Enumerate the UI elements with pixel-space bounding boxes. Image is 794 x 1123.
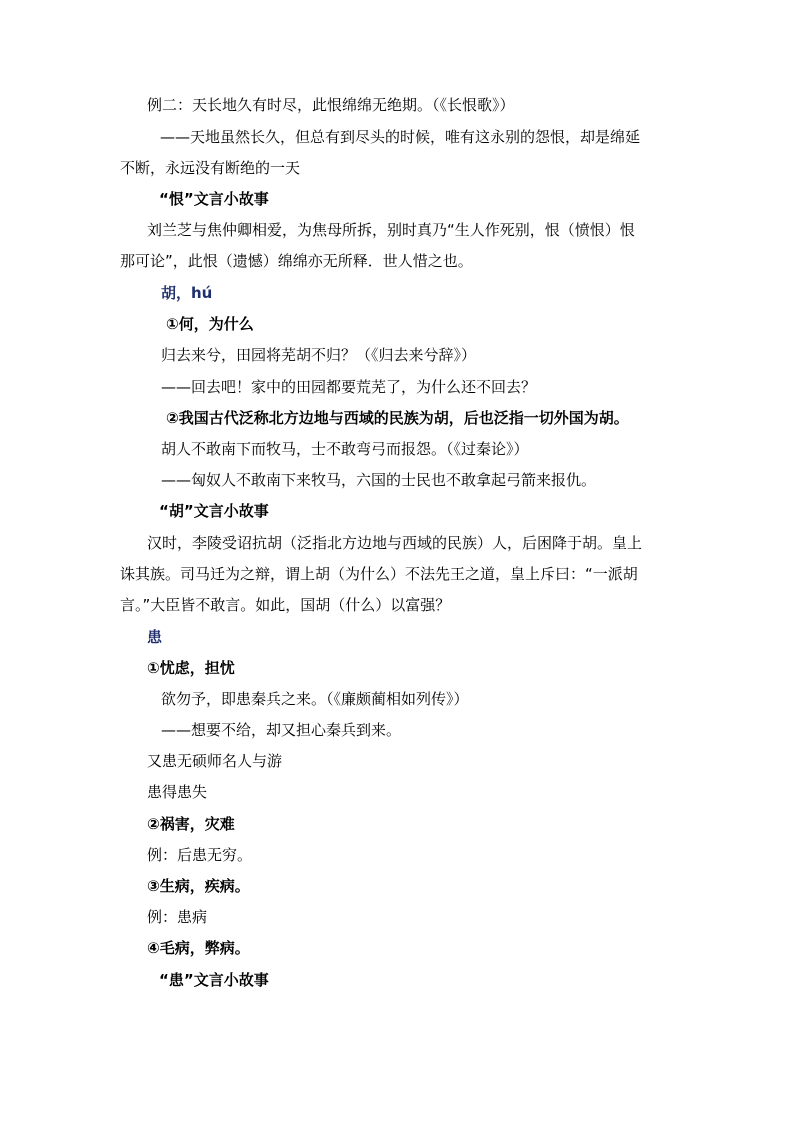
example-two-translation-cont: 不断，永远没有断绝的一天 bbox=[120, 159, 301, 177]
huan-story-heading: “患”文言小故事 bbox=[159, 971, 269, 989]
huan-example-3: 患得患失 bbox=[147, 783, 208, 801]
huan-translation-1: ——想要不给，却又担心秦兵到来。 bbox=[161, 721, 402, 739]
hu-example-1: 归去来兮，田园将芜胡不归？（《归去来兮辞》） bbox=[161, 346, 477, 364]
example-two-translation: ——天地虽然长久，但总有到尽头的时候，唯有这永别的怨恨，却是绵延 bbox=[160, 128, 641, 146]
huan-meaning-4: ④毛病，弊病。 bbox=[147, 939, 250, 957]
hen-story-line-1: 刘兰芝与焦仲卿相爱，为焦母所拆，别时真乃“生人作死别，恨（愤恨）恨 bbox=[147, 221, 635, 239]
huan-example-5: 例：患病 bbox=[147, 908, 208, 926]
hu-entry-heading: 胡，hú bbox=[161, 284, 213, 302]
hu-meaning-2: ②我国古代泛称北方边地与西域的民族为胡，后也泛指一切外国为胡。 bbox=[166, 409, 629, 427]
hen-story-heading: “恨”文言小故事 bbox=[159, 190, 269, 208]
huan-example-4: 例：后患无穷。 bbox=[147, 846, 253, 864]
hu-story-line-1: 汉时，李陵受诏抗胡（泛指北方边地与西域的民族）人，后困降于胡。皇上 bbox=[147, 534, 643, 552]
huan-meaning-2: ②祸害，灾难 bbox=[147, 815, 235, 833]
hu-example-2: 胡人不敢南下而牧马，士不敢弯弓而报怨。（《过秦论》） bbox=[161, 440, 529, 458]
hu-meaning-1: ①何，为什么 bbox=[166, 315, 254, 333]
huan-meaning-1: ①忧虑，担忧 bbox=[147, 659, 235, 677]
hu-translation-1: ——回去吧！家中的田园都要荒芜了，为什么还不回去？ bbox=[161, 378, 537, 396]
hu-story-heading: “胡”文言小故事 bbox=[159, 502, 269, 520]
hu-story-line-2: 诛其族。司马迁为之辩，谓上胡（为什么）不法先王之道，皇上斥曰：“一派胡 bbox=[120, 565, 638, 583]
huan-example-1: 欲勿予，即患秦兵之来。（《廉颇蔺相如列传》） bbox=[161, 690, 469, 708]
hu-translation-2: ——匈奴人不敢南下来牧马，六国的士民也不敢拿起弓箭来报仇。 bbox=[161, 471, 597, 489]
hen-story-line-2: 那可论”，此恨（遗憾）绵绵亦无所释．世人惜之也。 bbox=[120, 252, 473, 270]
example-two-line: 例二：天长地久有时尽，此恨绵绵无绝期。（《长恨歌》） bbox=[147, 96, 515, 114]
huan-example-2: 又患无硕师名人与游 bbox=[147, 752, 283, 770]
huan-meaning-3: ③生病，疾病。 bbox=[147, 877, 250, 895]
hu-story-line-3: 言。”大臣皆不敢言。如此，国胡（什么）以富强？ bbox=[120, 596, 451, 614]
huan-entry-heading: 患 bbox=[147, 628, 163, 646]
